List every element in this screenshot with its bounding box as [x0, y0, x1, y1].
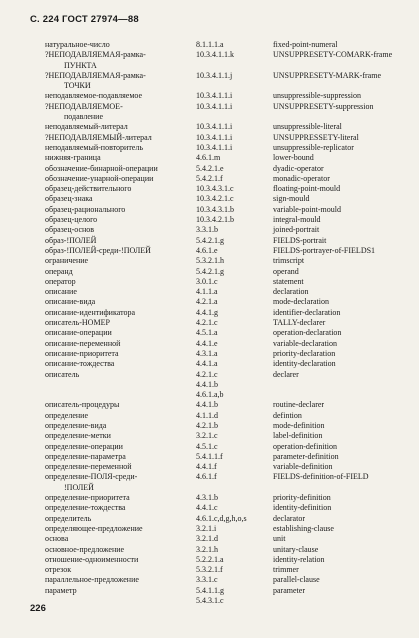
- english-term: priority-definition: [273, 493, 331, 503]
- index-row: [0, 514, 419, 524]
- index-row: [0, 411, 419, 421]
- russian-term: описание-идентификатора: [45, 307, 136, 317]
- section-reference: 4.2.1.c: [196, 369, 218, 379]
- index-row: [0, 472, 419, 482]
- english-term: parameter: [273, 585, 305, 595]
- section-reference: 5.4.1.1.g: [196, 585, 224, 595]
- index-row: [0, 442, 419, 452]
- section-reference: 10.3.4.3.1.c: [196, 184, 234, 194]
- index-row: [0, 575, 419, 585]
- index-row: [0, 452, 419, 462]
- section-reference: 4.4.1.g: [196, 307, 218, 317]
- english-term: floating-point-mould: [273, 184, 341, 194]
- russian-term: неподавляемый-литерал: [45, 122, 128, 132]
- section-reference: 10.3.4.2.1.c: [196, 194, 234, 204]
- english-term: FIELDS-portrayer-of-FIELDS1: [273, 245, 376, 255]
- index-row: [0, 102, 419, 112]
- english-term: joined-portrait: [273, 225, 320, 235]
- english-term: operation-declaration: [273, 328, 342, 338]
- russian-term: неподавляемый-повторитель: [45, 142, 143, 152]
- index-row: [0, 596, 419, 606]
- index-row: [0, 91, 419, 101]
- russian-term: ограничение: [45, 256, 89, 266]
- section-reference: 10.3.4.1.1.i: [196, 91, 233, 101]
- russian-term: описание: [45, 287, 77, 297]
- section-reference: 10.3.4.1.1.j: [196, 70, 233, 80]
- english-term: parallel-clause: [273, 575, 320, 585]
- russian-term: образец-действительного: [45, 184, 132, 194]
- index-row: [0, 308, 419, 318]
- russian-term: определение-параметра: [45, 451, 126, 461]
- english-term: operation-definition: [273, 441, 337, 451]
- index-row: [0, 421, 419, 431]
- section-reference: 5.4.2.1.g: [196, 266, 224, 276]
- english-term: unitary-clause: [273, 544, 319, 554]
- english-term: routine-declarer: [273, 400, 325, 410]
- russian-term: отношение-одноименности: [45, 554, 139, 564]
- english-term: declarer: [273, 369, 299, 379]
- english-term: integral-mould: [273, 215, 321, 225]
- index-row: [0, 565, 419, 575]
- english-term: UNSUPPRESSETY-literal: [273, 132, 359, 142]
- section-reference: 4.4.1.f: [196, 462, 217, 472]
- english-term: operand: [273, 266, 299, 276]
- russian-term: неподавляемое-подавляемое: [45, 91, 143, 101]
- section-reference: 5.4.2.1.e: [196, 163, 224, 173]
- index-row: [0, 194, 419, 204]
- index-row: [0, 493, 419, 503]
- english-term: dyadic-operator: [273, 163, 324, 173]
- russian-term: образец-рационального: [45, 204, 126, 214]
- english-term: monadic-operator: [273, 173, 330, 183]
- section-reference: 4.2.1.c: [196, 318, 218, 328]
- section-reference: 4.6.1.e: [196, 245, 218, 255]
- english-term: trimmer: [273, 565, 299, 575]
- section-reference: 3.3.1.c: [196, 575, 218, 585]
- index-row: [0, 143, 419, 153]
- section-reference: 4.6.1.a,b: [196, 390, 224, 400]
- section-reference: 4.6.1.c,d,g,h,o,s: [196, 513, 247, 523]
- russian-term: описание-вида: [45, 297, 96, 307]
- english-term: declarator: [273, 513, 305, 523]
- index-row: [0, 205, 419, 215]
- index-row: [0, 50, 419, 60]
- english-term: identity-declaration: [273, 359, 336, 369]
- index-row: [0, 545, 419, 555]
- index-row: [0, 236, 419, 246]
- section-reference: 5.4.2.1.f: [196, 173, 223, 183]
- index-row: [0, 339, 419, 349]
- russian-term: образец-основ: [45, 225, 95, 235]
- english-term: establishing-clause: [273, 523, 334, 533]
- english-term: lower-bound: [273, 153, 314, 163]
- index-row: [0, 287, 419, 297]
- index-row: [0, 81, 419, 91]
- english-term: unsuppressible-suppression: [273, 91, 361, 101]
- russian-term: ТОЧКИ: [64, 81, 91, 91]
- english-term: identity-definition: [273, 503, 332, 513]
- russian-term: ?НЕПОДАВЛЯЕМАЯ-рамка-: [45, 70, 146, 80]
- index-row: [0, 297, 419, 307]
- russian-term: ?НЕПОДАВЛЯЕМОЕ-: [45, 101, 123, 111]
- section-reference: 10.3.4.1.1.k: [196, 50, 234, 60]
- section-reference: 4.4.1.b: [196, 400, 218, 410]
- english-term: sign-mould: [273, 194, 310, 204]
- russian-term: обозначение-унарной-операции: [45, 173, 154, 183]
- index-row: [0, 431, 419, 441]
- russian-term: натуральное-число: [45, 40, 110, 49]
- index-row: [0, 256, 419, 266]
- russian-term: ?НЕПОДАВЛЯЕМЫЙ-литерал: [45, 132, 152, 142]
- section-reference: 4.1.1.d: [196, 410, 218, 420]
- page-header: С. 224 ГОСТ 27974—88: [30, 14, 139, 25]
- index-row: [0, 534, 419, 544]
- index-row: [0, 40, 419, 50]
- index-row: [0, 246, 419, 256]
- russian-term: определение: [45, 410, 89, 420]
- english-term: UNSUPPRESETY-COMARK-frame: [273, 50, 393, 60]
- russian-term: определитель: [45, 513, 92, 523]
- section-reference: 4.4.1.b: [196, 379, 218, 389]
- english-term: mode-declaration: [273, 297, 329, 307]
- section-reference: 4.4.1.a: [196, 359, 218, 369]
- page-number: 226: [30, 603, 46, 614]
- russian-term: определение-ПОЛЯ-среди-: [45, 472, 138, 482]
- section-reference: 10.3.4.1.1.i: [196, 101, 233, 111]
- russian-term: образ-!ПОЛЕЙ-среди-!ПОЛЕЙ: [45, 245, 151, 255]
- section-reference: 3.2.1.i: [196, 523, 217, 533]
- russian-term: операнд: [45, 266, 73, 276]
- section-reference: 4.4.1.c: [196, 503, 218, 513]
- russian-term: определение-операции: [45, 441, 123, 451]
- index-row: [0, 267, 419, 277]
- index-row: [0, 349, 419, 359]
- section-reference: 10.3.4.2.1.b: [196, 215, 234, 225]
- section-reference: 4.5.1.a: [196, 328, 218, 338]
- english-term: trimscript: [273, 256, 305, 266]
- index-row: [0, 328, 419, 338]
- russian-term: определение-метки: [45, 431, 111, 441]
- russian-term: описатель-НОМЕР: [45, 318, 110, 328]
- section-reference: 10.3.4.1.1.i: [196, 142, 233, 152]
- english-term: identifier-declaration: [273, 307, 341, 317]
- index-row: [0, 122, 419, 132]
- section-reference: 4.6.1.m: [196, 153, 221, 163]
- index-row: [0, 524, 419, 534]
- english-term: variable-declaration: [273, 338, 337, 348]
- section-reference: 10.3.4.1.1.i: [196, 132, 233, 142]
- russian-term: образ-!ПОЛЕЙ: [45, 235, 97, 245]
- russian-term: определение-приоритета: [45, 493, 130, 503]
- english-term: identity-relation: [273, 554, 325, 564]
- english-term: fixed-point-numeral: [273, 40, 338, 49]
- russian-term: ПУНКТА: [64, 60, 97, 70]
- section-reference: 10.3.4.1.1.i: [196, 122, 233, 132]
- index-row: [0, 380, 419, 390]
- section-reference: 5.4.2.1.g: [196, 235, 224, 245]
- russian-term: отрезок: [45, 565, 72, 575]
- russian-term: описание-приоритета: [45, 348, 119, 358]
- russian-term: основное-предложение: [45, 544, 125, 554]
- russian-term: основа: [45, 534, 69, 544]
- section-reference: 3.0.1.c: [196, 276, 218, 286]
- russian-term: образец-знака: [45, 194, 93, 204]
- english-term: mode-definition: [273, 420, 325, 430]
- russian-term: описатель-процедуры: [45, 400, 120, 410]
- section-reference: 3.2.1.h: [196, 544, 218, 554]
- english-term: unsuppressible-replicator: [273, 142, 354, 152]
- section-reference: 4.6.1.f: [196, 472, 217, 482]
- russian-term: нижняя-граница: [45, 153, 101, 163]
- section-reference: 3.2.1.c: [196, 431, 218, 441]
- russian-term: определяющее-предложение: [45, 523, 143, 533]
- index-row: [0, 184, 419, 194]
- russian-term: подавление: [64, 112, 103, 122]
- english-term: FIELDS-portrait: [273, 235, 327, 245]
- russian-term: описание-операции: [45, 328, 112, 338]
- english-term: parameter-definition: [273, 451, 339, 461]
- index-row: [0, 61, 419, 71]
- english-term: unsuppressible-literal: [273, 122, 342, 132]
- russian-term: определение-переменной: [45, 462, 132, 472]
- index-row: [0, 503, 419, 513]
- section-reference: 4.4.1.e: [196, 338, 218, 348]
- index-row: [0, 215, 419, 225]
- index-row: [0, 555, 419, 565]
- russian-term: описатель: [45, 369, 80, 379]
- english-term: UNSUPPRESETY-suppression: [273, 101, 374, 111]
- section-reference: 4.3.1.b: [196, 493, 218, 503]
- section-reference: 10.3.4.3.1.b: [196, 204, 234, 214]
- section-reference: 5.2.2.1.a: [196, 554, 224, 564]
- index-row: [0, 277, 419, 287]
- english-term: unit: [273, 534, 286, 544]
- section-reference: 5.4.3.1.c: [196, 596, 224, 606]
- section-reference: 5.4.1.1.f: [196, 451, 223, 461]
- section-reference: 4.2.1.a: [196, 297, 218, 307]
- section-reference: 4.5.1.c: [196, 441, 218, 451]
- index-row: [0, 164, 419, 174]
- index-row: [0, 318, 419, 328]
- index-row: [0, 390, 419, 400]
- index-row: [0, 370, 419, 380]
- section-reference: 5.3.2.1.h: [196, 256, 224, 266]
- russian-term: !ПОЛЕЙ: [64, 482, 94, 492]
- russian-term: определение-тождества: [45, 503, 126, 513]
- english-term: variable-point-mould: [273, 204, 341, 214]
- russian-term: описание-тождества: [45, 359, 115, 369]
- russian-term: образец-целого: [45, 215, 98, 225]
- index-row: [0, 586, 419, 596]
- english-term: statement: [273, 276, 304, 286]
- index-row: [0, 133, 419, 143]
- index-row: [0, 153, 419, 163]
- section-reference: 3.3.1.b: [196, 225, 218, 235]
- english-term: defintion: [273, 410, 302, 420]
- english-term: TALLY-declarer: [273, 318, 326, 328]
- russian-term: параллельное-предложение: [45, 575, 139, 585]
- russian-term: описание-переменной: [45, 338, 121, 348]
- english-term: priority-declaration: [273, 348, 336, 358]
- section-reference: 3.2.1.d: [196, 534, 218, 544]
- index-row: [0, 71, 419, 81]
- english-term: declaration: [273, 287, 309, 297]
- index-row: [0, 112, 419, 122]
- english-term: variable-definition: [273, 462, 333, 472]
- index-row: [0, 174, 419, 184]
- section-reference: 4.3.1.a: [196, 348, 218, 358]
- section-reference: 4.1.1.a: [196, 287, 218, 297]
- russian-term: оператор: [45, 276, 76, 286]
- index-row: [0, 359, 419, 369]
- index-entries: [0, 40, 419, 606]
- russian-term: определение-вида: [45, 420, 107, 430]
- section-reference: 5.3.2.1.f: [196, 565, 223, 575]
- index-row: [0, 400, 419, 410]
- russian-term: параметр: [45, 585, 77, 595]
- english-term: UNSUPPRESETY-MARK-frame: [273, 70, 381, 80]
- index-row: [0, 462, 419, 472]
- english-term: label-definition: [273, 431, 323, 441]
- english-term: FIELDS-definition-of-FIELD: [273, 472, 369, 482]
- index-row: [0, 225, 419, 235]
- russian-term: ?НЕПОДАВЛЯЕМАЯ-рамка-: [45, 50, 146, 60]
- index-row: [0, 483, 419, 493]
- russian-term: обозначение-бинарной-операции: [45, 163, 158, 173]
- section-reference: 8.1.1.1.a: [196, 40, 224, 49]
- section-reference: 4.2.1.b: [196, 420, 218, 430]
